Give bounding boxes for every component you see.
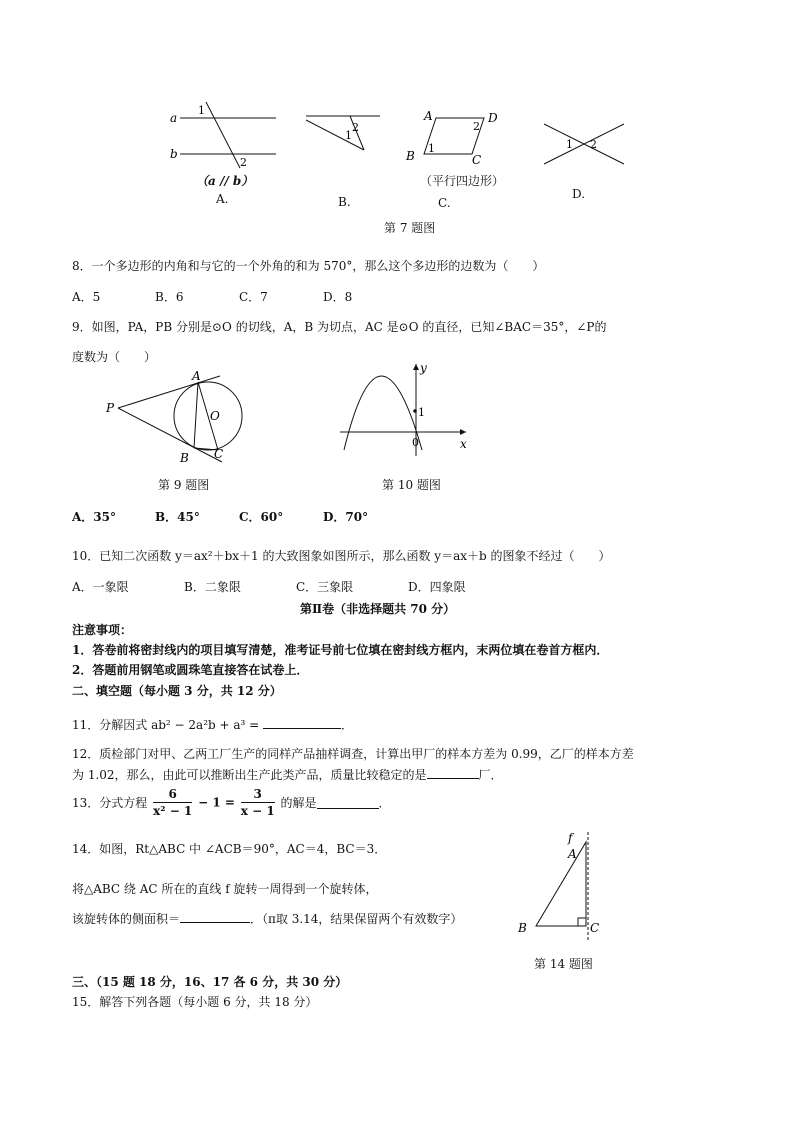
q13-prefix: 13．分式方程 — [72, 796, 148, 810]
q7-figure-b — [300, 108, 390, 168]
q13-mid: − 1 = — [198, 795, 235, 810]
notice-heading: 注意事项： — [72, 623, 133, 637]
q9-stem-line1: 9．如图，PA，PB 分别是⊙O 的切线，A，B 为切点，AC 是⊙O 的直径，已知∠BAC＝35°，∠P的 — [72, 320, 607, 334]
q14-label-b: B — [518, 921, 527, 935]
q7-figure-d — [540, 118, 630, 168]
q8-option-d: D．8 — [323, 290, 353, 304]
section3-heading: 三、（15 题 18 分，16、17 各 6 分，共 30 分） — [72, 975, 348, 989]
q9-option-d: D．70° — [323, 510, 369, 524]
q12-line1: 12．质检部门对甲、乙两工厂生产的同样产品抽样调查，计算出甲厂的样本方差为 0.99，乙厂的样本方差 — [72, 747, 634, 761]
q8-option-a: A．5 — [72, 290, 101, 304]
q9-label-o: O — [210, 409, 220, 423]
q11-line: 11．分解因式 ab² − 2a²b + a³ = ． — [72, 718, 354, 732]
q13-line: 13．分式方程 $\frac{6}{\text{x² − 1}}$ − 1 = $\frac{3}{x - 1}$ 的解是 ． — [72, 787, 391, 818]
q13-num2: 3 — [241, 786, 275, 803]
q9-figure-caption: 第 9 题图 — [158, 478, 210, 492]
q10-label-0: 0 — [412, 436, 419, 449]
q12-prefix: 为 1.02，那么，由此可以推断出生产此类产品，质量比较稳定的是 — [72, 768, 427, 782]
q14-suffix: ．（π取 3.14，结果保留两个有效数字） — [250, 912, 463, 926]
q13-num1: 6 — [153, 786, 192, 803]
q7a-angle-2: 2 — [240, 156, 247, 169]
q12-suffix: 厂． — [478, 768, 503, 782]
q7c-vertex-d: D — [488, 111, 498, 125]
q14-answer-blank[interactable] — [180, 910, 250, 923]
q14-label-c: C — [590, 921, 600, 935]
section2-heading: 二、填空题（每小题 3 分，共 12 分） — [72, 684, 282, 698]
q12-answer-blank[interactable] — [427, 766, 479, 779]
q7b-option: B. — [338, 195, 351, 209]
q14-label-a: A — [568, 847, 577, 861]
q7c-caption: （平行四边形） — [420, 174, 505, 188]
q7c-vertex-c: C — [472, 153, 482, 167]
q7a-option: A. — [216, 192, 229, 206]
q10-figure — [336, 360, 476, 460]
q9-option-b: B．45° — [155, 510, 200, 524]
part2-title: 第Ⅱ卷（非选择题共 70 分） — [300, 602, 456, 616]
q14-line1: 14．如图，Rt△ABC 中 ∠ACB＝90°，AC＝4，BC＝3． — [72, 842, 387, 856]
q7c-angle-1: 1 — [428, 142, 435, 155]
q7a-label-b: b — [170, 147, 178, 161]
q13-fraction-2 — [241, 786, 275, 819]
q7a-label-a: a — [170, 111, 178, 125]
q14-figure-caption: 第 14 题图 — [534, 957, 593, 971]
q8-stem: 8．一个多边形的内角和与它的一个外角的和为 570°，那么这个多边形的边数为（ ） — [72, 259, 545, 273]
notice-1: 1．答卷前将密封线内的项目填写清楚，准考证号前七位填在密封线方框内，末两位填在卷首方框内． — [72, 643, 609, 657]
q7-figure-c — [400, 108, 510, 168]
q7d-angle-1: 1 — [566, 138, 573, 151]
q14-prefix: 该旋转体的侧面积＝ — [72, 912, 181, 926]
q9-label-c: C — [214, 447, 224, 461]
q10-figure-caption: 第 10 题图 — [382, 478, 441, 492]
q7b-angle-2: 2 — [352, 121, 359, 134]
q13-answer-blank[interactable] — [317, 796, 379, 809]
q14-line2: 将△ABC 绕 AC 所在的直线 f 旋转一周得到一个旋转体， — [72, 882, 378, 896]
q14-figure — [510, 828, 610, 948]
q9-option-a: A．35° — [72, 510, 117, 524]
q7c-option: C. — [438, 196, 451, 210]
q13-den1: x² − 1 — [153, 804, 193, 818]
q8-option-c: C．7 — [239, 290, 268, 304]
q13-suffix: 的解是 — [280, 796, 317, 810]
q9-label-a: A — [192, 369, 201, 383]
q9-stem-line2: 度数为（ ） — [72, 350, 157, 364]
q10-option-d: D．四象限 — [408, 580, 466, 594]
q7c-vertex-a: A — [424, 109, 433, 123]
q11-prefix: 11．分解因式 ab² − 2a²b + a³ = — [72, 718, 260, 732]
q10-label-x: x — [460, 437, 467, 451]
q10-stem: 10．已知二次函数 y＝ax²＋bx＋1 的大致图象如图所示，那么函数 y＝ax＋b 的图象不经过（ ） — [72, 549, 611, 563]
q11-answer-blank[interactable] — [263, 716, 341, 729]
q14-line3 — [72, 910, 462, 927]
q7c-vertex-b: B — [406, 149, 415, 163]
q9-label-p: P — [106, 401, 115, 415]
q9-option-c: C．60° — [239, 510, 284, 524]
q7c-angle-2: 2 — [473, 120, 480, 133]
q10-option-c: C．三象限 — [296, 580, 354, 594]
q13-den2: x − 1 — [240, 804, 275, 818]
q7a-caption: （a // b） — [196, 174, 254, 188]
q14-label-f: f — [568, 831, 573, 845]
notice-2: 2．答题前用钢笔或圆珠笔直接答在试卷上． — [72, 663, 309, 677]
q9-figure — [100, 366, 260, 476]
q10-label-y: y — [420, 361, 427, 375]
q13-fraction-1 — [153, 786, 192, 819]
q10-label-1: 1 — [418, 406, 425, 419]
q7d-option: D. — [572, 187, 586, 201]
q7b-angle-1: 1 — [345, 129, 352, 142]
q7a-angle-1: 1 — [198, 104, 205, 117]
q10-option-a: A．一象限 — [72, 580, 129, 594]
q15-heading: 15．解答下列各题（每小题 6 分，共 18 分） — [72, 995, 318, 1009]
q7-figure-caption: 第 7 题图 — [384, 221, 436, 235]
q8-option-b: B．6 — [155, 290, 184, 304]
q7d-angle-2: 2 — [590, 138, 597, 151]
q10-option-b: B．二象限 — [184, 580, 241, 594]
q12-line2 — [72, 766, 503, 783]
q9-label-b: B — [180, 451, 189, 465]
